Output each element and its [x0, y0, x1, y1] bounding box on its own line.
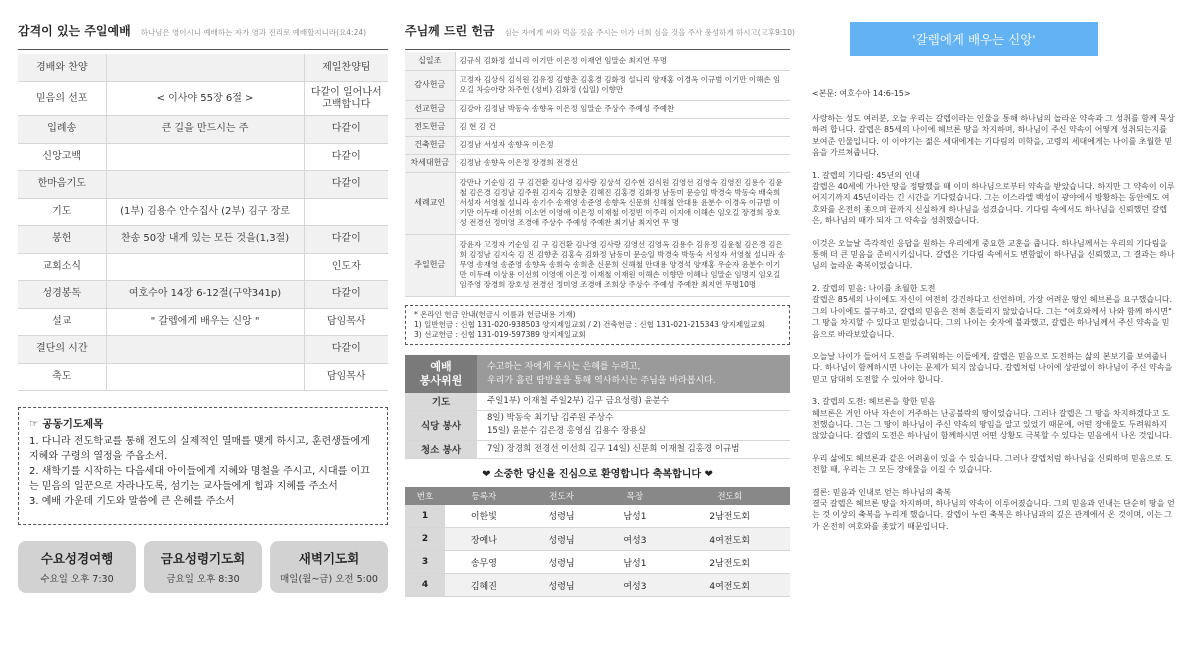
sermon-paragraph: 우리 삶에도 헤브론과 같은 어려움이 있을 수 있습니다. 그러나 갈렙처럼 하나님을 신뢰하며 믿음으로 도전할 때, 우리는 그 모든 장애물을 이길 수 있습니다. — [812, 453, 1173, 475]
order-item-leader: 다같이 — [304, 336, 388, 364]
order-item-name: 믿음의 선포 — [18, 82, 106, 116]
meeting-title: 새벽기도회 — [298, 551, 360, 566]
offering-type: 건축헌금 — [405, 136, 455, 154]
order-item-detail — [106, 143, 304, 171]
order-item-detail — [106, 54, 304, 82]
online-offering-box — [405, 305, 790, 345]
online-offering-title: * 온라인 헌금 안내(헌금시 이름과 헌금내용 기재) — [414, 309, 576, 319]
newcomer-number: 1 — [405, 505, 445, 528]
newcomer-number: 2 — [405, 528, 445, 551]
meeting-title: 금요성령기도회 — [160, 551, 246, 566]
order-item-detail — [106, 253, 304, 281]
column-header: 전도회 — [669, 487, 790, 505]
order-item-leader: 다같이 — [304, 116, 388, 144]
offering-donors: 고정자 김상식 김식원 김유정 김향춘 김홍경 김화정 설니리 양재홍 이경옥 이규범 이기만 이해손 임오길 차승아량 차주헌 (성비) 김화정 (십일) 이향만 — [455, 70, 790, 100]
sermon-paragraph: 사랑하는 성도 여러분, 오늘 우리는 갈렙이라는 인물을 통해 하나님의 놀라운 약속과 그 성취를 함께 묵상하려 합니다. 갈렙은 85세의 나이에 헤브론 땅을 차지하며, 하나님이 주신 약속이 어떻게 성취되는지를 보여준 인물입니다. 이 이야기는 젊은 세대에게는 기다림의 미학을, 고령의 세대에게는 나이를 초월한 믿음을 가르쳐줍니다. — [812, 114, 1175, 158]
order-item-name: 교회소식 — [18, 253, 106, 281]
order-row — [18, 82, 388, 116]
order-row — [18, 54, 388, 82]
order-item-leader: 인도자 — [304, 253, 388, 281]
servers-row-prayer — [405, 393, 790, 411]
newcomer-cell: 김혜진 — [445, 574, 523, 597]
offering-donors: 강윤자 고정자 기순임 김 구 김건환 김나영 김사랑 김영선 김영옥 김용수 김유정 김윤철 김은경 김은희 김정남 김지숙 김 진 김향춘 김홍숙 김화정 남동미 문승일 박경숙 박동숙 서성자 서영철 설니라 송무영 송재영 송준영 송향옥 송희숙 송희춘 신문희 신해철 안대용 양경석 양재홍 우순자 윤분수 이기만 이두래 이상용 이선희 이영애 이은정 이재철 이재원 이해손 이향만 이혜나 임말순 임명지 임오길 임주영 장경희 장호성 전경선 정미영 조경애 조희상 주상수 주예성 주예찬 최지연 무명10명 — [455, 234, 790, 296]
sermon-paragraph: 오늘날 나이가 들어서 도전을 두려워하는 이들에게, 갈렙은 믿음으로 도전하는 삶의 본보기를 보여줍니다. 하나님이 함께하시면 나이는 문제가 되지 않습니다. 갈렙처럼 나이에 상관없이 하나님이 주신 약속을 믿고 담대히 도전할 수 있어야 합니다. — [812, 351, 1173, 384]
meeting-card-friday — [144, 541, 262, 593]
order-item-leader: 다같이 — [304, 171, 388, 199]
sermon-paragraph: 이것은 오늘날 즉각적인 응답을 원하는 우리에게 중요한 교훈을 줍니다. 하나님께서는 우리의 기다림을 통해 더 큰 믿음을 준비시키십니다. 갈렙은 기다림 속에서도 변함없이 하나님을 신뢰했고, 그 결과는 하나님의 놀라운 축복이었습니다. — [812, 238, 1175, 271]
order-item-leader: 다같이 일어나서 고백합니다 — [304, 82, 388, 116]
prayer-box — [18, 407, 388, 525]
offering-type: 십일조 — [405, 52, 455, 70]
servers-message-line: 수고하는 자에게 주시는 은혜를 누리고, — [487, 361, 641, 372]
servers-row-label: 기도 — [405, 393, 477, 410]
order-item-detail: 큰 길을 만드시는 주 — [106, 116, 304, 144]
sermon-paragraph: 3. 갈렙의 도전: 헤브론을 향한 믿음 헤브론은 거인 아낙 자손이 거주하는 난공불락의 땅이었습니다. 그러나 갈렙은 그 땅을 차지하겠다고 도전했습니다. 그는 그 땅이 하나님이 주신 약속의 땅임을 알고 있었기 때문에, 어떤 장애물도 두려워하지 않았습니다. 갈렙의 도전은 하나님이 함께하시면 어떤 상황도 극복할 수 있다는 믿음에서 나온 것입니다. — [812, 397, 1173, 441]
offering-type: 차세대헌금 — [405, 154, 455, 172]
column-header: 번호 — [405, 487, 445, 505]
meeting-time: 수요일 오후 7:30 — [40, 574, 114, 585]
sermon-paragraph: 2. 갈렙의 믿음: 나이를 초월한 도전 갈렙은 85세의 나이에도 자신이 여전히 강건하다고 선언하며, 가장 어려운 땅인 헤브론을 요구했습니다. 그의 나이에도 불구하고, 갈렙의 믿음은 전혀 흔들리지 않았습니다. 그는 "여호와께서 나와 함께 하시면" 그 땅을 차지할 수 있다고 믿었습니다. 그의 나이는 숫자에 불과했고, 갈렙은 하나님께서 주신 약속을 믿음으로 바라보았습니다. — [812, 283, 1173, 339]
servers-message — [477, 355, 790, 393]
servers-row-meal — [405, 411, 790, 441]
meeting-time: 금요일 오후 8:30 — [166, 574, 240, 585]
offering-panel — [405, 22, 795, 622]
order-item-leader: 담임목사 — [304, 363, 388, 391]
column-header: 등록자 — [445, 487, 523, 505]
newcomer-cell: 여성3 — [600, 528, 669, 551]
order-item-detail: " 갈렙에게 배우는 신앙 " — [106, 308, 304, 336]
offering-row — [405, 100, 790, 118]
offering-table — [405, 52, 790, 297]
order-row — [18, 116, 388, 144]
order-item-name: 봉헌 — [18, 226, 106, 254]
sermon-title: '갈렙에게 배우는 신앙' — [850, 22, 1098, 56]
newcomer-header-row — [405, 487, 790, 505]
newcomer-cell: 성령님 — [523, 528, 601, 551]
order-item-name: 신앙고백 — [18, 143, 106, 171]
worship-header — [18, 22, 388, 50]
meeting-title: 수요성경여행 — [40, 551, 114, 566]
offering-title: 주님께 드린 헌금 — [405, 24, 495, 38]
offering-donors: 강만나 기순임 김 구 김건환 김나영 김사랑 김상석 김수현 김식원 김영선 김영숙 김영진 김용수 김윤철 김은경 김정남 김주원 김지숙 김향춘 김혜진 김홍경 김화정 남동미 문승일 박경숙 박동숙 배숙희 서성자 서영철 설니라 송기수 송재영 송준영 송향옥 신문희 신해철 안대용 윤분수 이경옥 이규범 이기만 이두래 이선희 이소연 이영애 이은정 이재철 이정빈 이주리 이지애 이해손 임오길 장경희 장호성 전경선 정미영 조경애 주상수 주예성 주예찬 최기남 최지연 무 명 — [455, 172, 790, 234]
worship-order-table — [18, 54, 388, 391]
sermon-paragraph: 결론: 믿음과 인내로 얻는 하나님의 축복 결국 갈렙은 헤브론 땅을 차지하며, 하나님의 약속이 이루어졌습니다. 그의 믿음과 인내는 단순히 땅을 얻는 것 이상의 축복을 누리게 했습니다. 갈렙이 누린 축복은 하나님과의 깊은 관계에서 온 것이며, 이는 그가 온전히 여호와를 좇았기 때문입니다. — [812, 487, 1175, 531]
online-offering-account: 3) 선교헌금 : 신협 131-019-597389 양지제일교회 — [414, 329, 586, 339]
worship-order-panel — [18, 22, 388, 622]
sermon-panel — [812, 22, 1177, 622]
newcomer-cell: 4여전도회 — [669, 574, 790, 597]
newcomer-row — [405, 505, 790, 528]
prayer-heading — [29, 416, 377, 431]
servers-label-line: 예배 — [430, 359, 452, 373]
order-item-name: 축도 — [18, 363, 106, 391]
offering-donors: 김정남 서성자 송향옥 이은정 — [455, 136, 790, 154]
newcomer-cell: 2남전도회 — [669, 551, 790, 574]
order-row — [18, 363, 388, 391]
prayer-item: 3. 예배 가운데 기도와 말씀에 큰 은혜를 주소서 — [29, 496, 235, 507]
order-item-name: 결단의 시간 — [18, 336, 106, 364]
offering-type: 감사헌금 — [405, 70, 455, 100]
welcome-message: ❤ 소중한 당신을 진심으로 환영합니다 축복합니다 ❤ — [482, 468, 713, 480]
sermon-reference: <본문: 여호수아 14:6-15> — [812, 89, 911, 98]
servers-label-line: 봉사위원 — [419, 373, 463, 387]
order-row — [18, 253, 388, 281]
offering-row — [405, 172, 790, 234]
servers-row-value: 주일1부) 이재철 주일2부) 김구 금요성령) 윤분수 — [487, 395, 670, 406]
offering-row — [405, 70, 790, 100]
order-row — [18, 143, 388, 171]
newcomer-cell: 2남전도회 — [669, 505, 790, 528]
meeting-list — [18, 541, 388, 593]
servers-label — [405, 355, 477, 393]
offering-header — [405, 22, 795, 50]
newcomer-row — [405, 574, 790, 597]
offering-row — [405, 154, 790, 172]
prayer-title: 공동기도제목 — [42, 418, 104, 430]
newcomer-number: 4 — [405, 574, 445, 597]
servers-row-label: 식당 봉사 — [405, 411, 477, 440]
servers-row-line: 8일) 박동숙 최기남 김주원 주상수 — [487, 413, 614, 423]
order-row — [18, 336, 388, 364]
servers-row-cleaning — [405, 441, 790, 459]
offering-verse: 심는 자에게 씨와 먹을 것을 주시는 이가 너희 심을 것을 주사 풍성하게 하시고(고후9:10) — [504, 28, 795, 37]
offering-type: 전도헌금 — [405, 118, 455, 136]
offering-row — [405, 118, 790, 136]
prayer-item: 1. 다니라 전도학교를 통해 전도의 실제적인 열매를 맺게 하시고, 훈련생들에게 지혜와 구령의 열정을 주옵소서. — [29, 436, 370, 462]
order-row — [18, 308, 388, 336]
newcomer-cell: 4여전도회 — [669, 528, 790, 551]
order-item-name: 기도 — [18, 198, 106, 226]
offering-donors: 김강아 김정남 박동숙 송향옥 이은정 임말순 주상수 주예성 주예찬 — [455, 100, 790, 118]
order-item-detail — [106, 363, 304, 391]
column-header: 전도자 — [523, 487, 601, 505]
servers-row-label: 청소 봉사 — [405, 441, 477, 458]
newcomer-cell: 남성1 — [600, 551, 669, 574]
servers-row-line: 15일) 윤분수 김은경 홍영심 김용수 장용실 — [487, 426, 647, 436]
order-item-detail: 여호수아 14장 6-12절(구약341p) — [106, 281, 304, 309]
newcomer-cell: 성령님 — [523, 505, 601, 528]
prayer-item: 2. 새학기를 시작하는 다음세대 아이들에게 지혜와 명철을 주시고, 시대를 이끄는 믿음의 일꾼으로 자라나도록, 섬기는 교사들에게 힘과 지혜를 주소서 — [29, 466, 370, 492]
newcomer-cell: 성령님 — [523, 574, 601, 597]
order-item-detail — [106, 171, 304, 199]
order-item-name: 성경봉독 — [18, 281, 106, 309]
newcomer-cell: 이한빛 — [445, 505, 523, 528]
offering-row — [405, 234, 790, 296]
newcomer-cell: 여성3 — [600, 574, 669, 597]
newcomer-table — [405, 487, 790, 598]
offering-type: 주일헌금 — [405, 234, 455, 296]
meeting-time: 매일(월~금) 오전 5:00 — [280, 574, 378, 585]
order-item-detail: < 이사야 55장 6절 > — [106, 82, 304, 116]
order-item-leader: 담임목사 — [304, 308, 388, 336]
servers-row-value: 7일) 장경희 전경선 이선희 김구 14일) 신문희 이재철 김홍경 이규범 — [487, 443, 740, 454]
newcomer-cell: 송무영 — [445, 551, 523, 574]
column-header: 목장 — [600, 487, 669, 505]
order-item-detail: (1부) 김용수 안수집사 (2부) 김구 장로 — [106, 198, 304, 226]
order-item-leader: 다같이 — [304, 281, 388, 309]
worship-title: 감격이 있는 주일예배 — [18, 24, 131, 38]
offering-type: 세례교인 — [405, 172, 455, 234]
online-offering-account: 1) 일반헌금 : 신협 131-020-938503 양지제일교회 / 2) 건축헌금 : 신협 131-021-215343 양지제일교회 — [414, 319, 765, 329]
order-row — [18, 171, 388, 199]
newcomer-cell: 성령님 — [523, 551, 601, 574]
offering-donors: 김정남 송향옥 이은정 장경희 전경선 — [455, 154, 790, 172]
order-row — [18, 226, 388, 254]
offering-row — [405, 136, 790, 154]
order-item-name: 경배와 찬양 — [18, 54, 106, 82]
newcomer-number: 3 — [405, 551, 445, 574]
offering-donors: 김 현 김 건 — [455, 118, 790, 136]
order-item-leader — [304, 198, 388, 226]
order-item-name: 입례송 — [18, 116, 106, 144]
order-item-name: 한마음기도 — [18, 171, 106, 199]
sermon-paragraph: 1. 갈렙의 기다림: 45년의 인내 갈렙은 40세에 가나안 땅을 정탐했을 때 이미 하나님으로부터 약속을 받았습니다. 하지만 그 약속이 이루어지기까지 45년이라는 긴 시간을 기다렸습니다. 그는 이스라엘 백성이 광야에서 방황하는 동안에도 여호와를 온전히 좇으며 끝까지 신실하게 하나님을 섬겼습니다. 기다림 속에서도 하나님을 신뢰했던 갈렙은, 하나님의 때가 되자 그 약속을 성취했습니다. — [812, 170, 1175, 226]
order-item-detail: 찬송 50장 내게 있는 모든 것을(1,3절) — [106, 226, 304, 254]
newcomer-row — [405, 528, 790, 551]
servers-row-value — [477, 411, 790, 440]
pointing-hand-icon: ☞ — [29, 418, 39, 430]
prayer-list — [29, 434, 377, 509]
meeting-card-dawn — [270, 541, 388, 593]
newcomer-row — [405, 551, 790, 574]
newcomer-cell: 남성1 — [600, 505, 669, 528]
offering-row — [405, 52, 790, 70]
order-row — [18, 281, 388, 309]
servers-message-line: 우리가 흘린 땀방울을 통해 역사하시는 주님을 바라봅시다. — [487, 375, 716, 386]
order-item-name: 설교 — [18, 308, 106, 336]
newcomer-cell: 장예나 — [445, 528, 523, 551]
worship-servers — [405, 355, 790, 459]
order-row — [18, 198, 388, 226]
meeting-card-wednesday — [18, 541, 136, 593]
order-item-leader: 다같이 — [304, 143, 388, 171]
worship-verse: 하나님은 영이시니 예배하는 자가 영과 진리로 예배할지니라(요4:24) — [140, 28, 367, 37]
order-item-leader: 다같이 — [304, 226, 388, 254]
offering-donors: 김규식 김화정 설니리 이기만 이은정 이재연 임말순 최지연 무명 — [455, 52, 790, 70]
sermon-body — [812, 113, 1177, 532]
offering-type: 선교헌금 — [405, 100, 455, 118]
order-item-detail — [106, 336, 304, 364]
servers-header — [405, 355, 790, 393]
order-item-leader: 제일찬양팀 — [304, 54, 388, 82]
